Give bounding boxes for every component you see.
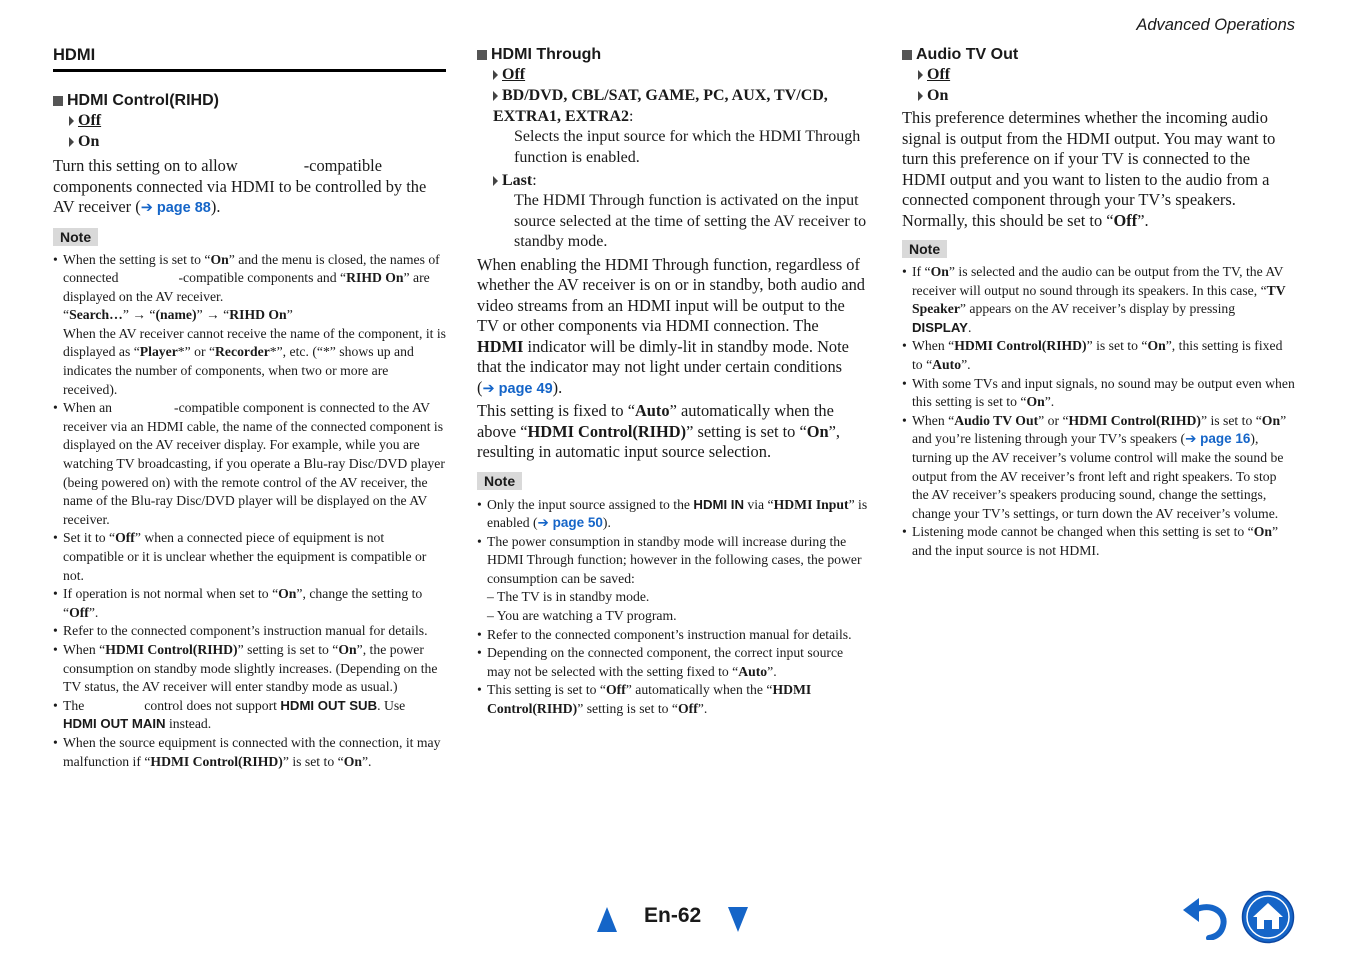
square-bullet-icon bbox=[477, 50, 487, 60]
note-item: • This setting is set to “Off” automatically when the “HDMI Control(RIHD)” setting is set to “Off”. bbox=[477, 681, 869, 718]
intro-paragraph bbox=[53, 156, 446, 219]
note-item: • Listening mode cannot be changed when this setting is set to “On” and the input source is not HDMI. bbox=[902, 523, 1295, 560]
page-number: En-62 bbox=[644, 904, 702, 927]
arrow-right-icon bbox=[493, 176, 498, 186]
option-on bbox=[918, 85, 1295, 106]
option-description: The HDMI Through function is activated on the input source selected at the time of setting the AV receiver to standby mode. bbox=[514, 192, 867, 250]
arrow-right-icon bbox=[69, 116, 74, 126]
note-badge: Note bbox=[902, 240, 947, 258]
option-label: Off bbox=[502, 66, 526, 83]
note-item: • Refer to the connected component’s instruction manual for details. bbox=[53, 622, 446, 641]
note-item: • The control does not support HDMI OUT SUB. Use HDMI OUT MAIN instead. bbox=[53, 697, 446, 734]
home-icon[interactable] bbox=[1241, 890, 1295, 944]
option-label: On bbox=[927, 87, 949, 104]
option-label: Off bbox=[78, 112, 102, 129]
return-arrow-icon[interactable] bbox=[1181, 896, 1229, 940]
section-title: HDMI bbox=[53, 46, 446, 72]
option-last: Last : bbox=[493, 170, 869, 191]
option-label: BD/DVD, CBL/SAT, GAME, PC, AUX, TV/CD, EXTRA1, EXTRA2: bbox=[493, 87, 828, 125]
note-item: • Set it to “Off” when a connected piece of equipment is not compatible or it is unclear whether the equipment is compatible or not. bbox=[53, 529, 446, 585]
arrow-right-icon bbox=[493, 91, 498, 101]
notes-list bbox=[53, 251, 446, 772]
option-label: Last bbox=[502, 172, 533, 189]
header-title: Advanced Operations bbox=[1136, 16, 1295, 34]
text: -compatible components connected via HDMI to be controlled by the AV receiver ( bbox=[53, 156, 427, 216]
note-item: • Depending on the connected component, the correct input source may not be selected with the setting fixed to “Auto”. bbox=[477, 644, 869, 681]
arrow-right-icon bbox=[69, 137, 74, 147]
column-audio-tv-out bbox=[902, 46, 1295, 561]
square-bullet-icon bbox=[53, 96, 63, 106]
note-item: • If operation is not normal when set to “On”, change the setting to “Off”. bbox=[53, 585, 446, 622]
note-item: • If “On” is selected and the audio can be output from the TV, the AV receiver will output no sound through its speakers. In this case, “TV Speaker” appears on the AV receiver’s display by pressing DISPLAY. bbox=[902, 263, 1295, 337]
note-item: • Only the input source assigned to the HDMI IN via “HDMI Input” is enabled (➔ page 50). bbox=[477, 496, 869, 533]
paragraph: This setting is fixed to “Auto” automatically when the above “HDMI Control(RIHD)” setting is set to “On”, resulting in automatic input source selection. bbox=[477, 401, 840, 461]
note-item: • When “HDMI Control(RIHD)” is set to “On”, this setting is fixed to “Auto”. bbox=[902, 337, 1295, 374]
note-item: • When an -compatible component is connected to the AV receiver via an HDMI cable, the name of the connected component is displayed on the AV receiver display. For example, while you are watching TV broadcasting, if you operate a Blu-ray Disc/DVD player (being powered on) with the remote control of the AV receiver, the name of the Blu-ray Disc/DVD player will be displayed on the AV receiver. bbox=[53, 399, 446, 529]
note-item: • Refer to the connected component’s instruction manual for details. bbox=[477, 626, 869, 645]
subsection-title-audio-tv-out bbox=[902, 46, 1295, 64]
option-label: On bbox=[78, 133, 100, 150]
paragraph: When enabling the HDMI Through function, regardless of whether the AV receiver is on or in standby, both audio and video streams from an HDMI input will be output to the TV or other components via HDMI connection. The HDMI indicator will be dimly-lit in standby mode. Note that the indicator may not light under certain conditions (➔ page 49). bbox=[477, 254, 865, 397]
column-hdmi-through bbox=[477, 46, 869, 719]
triangle-down-icon[interactable] bbox=[728, 907, 748, 932]
subsection-title-hdmi-control bbox=[53, 92, 446, 110]
triangle-up-icon[interactable] bbox=[597, 907, 617, 932]
arrow-right-icon bbox=[918, 91, 923, 101]
note-item: • With some TVs and input signals, no sound may be output even when this setting is set to “On”. bbox=[902, 375, 1295, 412]
option-label: Off bbox=[927, 66, 951, 83]
note-item: • When the source equipment is connected with the connection, it may malfunction if “HDMI Control(RIHD)” is set to “On”. bbox=[53, 734, 446, 771]
text: Turn this setting on to allow bbox=[53, 156, 238, 175]
option-off bbox=[69, 110, 446, 131]
note-item: • The power consumption in standby mode will increase during the HDMI Through function; however in the following cases, the power consumption can be saved: – The TV is in standby mode. – You are watching a TV program. bbox=[477, 533, 869, 626]
option-on bbox=[69, 131, 446, 152]
option-description: Selects the input source for which the HDMI Through function is enabled. bbox=[514, 128, 861, 166]
text: ). bbox=[210, 197, 221, 216]
note-badge: Note bbox=[477, 472, 522, 490]
page-link[interactable]: ➔ page 16 bbox=[1185, 431, 1251, 447]
notes-list bbox=[902, 263, 1295, 561]
subsection-title-text: Audio TV Out bbox=[916, 46, 1019, 63]
arrow-right-icon bbox=[918, 70, 923, 80]
option-sources bbox=[493, 85, 869, 127]
notes-list bbox=[477, 496, 869, 719]
page-link[interactable]: ➔ page 50 bbox=[537, 515, 603, 531]
page-link[interactable]: ➔ page 49 bbox=[482, 380, 553, 397]
column-hdmi bbox=[53, 46, 446, 771]
square-bullet-icon bbox=[902, 50, 912, 60]
arrow-right-icon bbox=[493, 70, 498, 80]
note-badge: Note bbox=[53, 228, 98, 246]
option-off bbox=[918, 64, 1295, 85]
subsection-title-text: HDMI Through bbox=[491, 46, 602, 63]
option-off bbox=[493, 64, 869, 85]
subsection-title-hdmi-through bbox=[477, 46, 869, 64]
paragraph: This preference determines whether the incoming audio signal is output from the HDMI output. You may want to turn this preference on if your TV is connected to the HDMI output and you want to listen to the audio from a connected component through your TV’s speakers. Normally, this should be set to “Off”. bbox=[902, 108, 1276, 230]
note-item: • When the setting is set to “On” and the menu is closed, the names of connected -compatible components and “RIHD On” are displayed on the AV receiver. “Search…” → “(name)” → “RIHD On” When the AV receiver cannot receive the name of the component, it is displayed as “Player*” or “Recorder*”, etc. (“*” shows up and indicates the number of components, when two or more are received). bbox=[53, 251, 446, 400]
note-item: • When “Audio TV Out” or “HDMI Control(RIHD)” is set to “On” and you’re listening through your TV’s speakers (➔ page 16), turning up the AV receiver’s volume control will make the sound be output from the AV receiver’s front left and right speakers. To stop the AV receiver’s speakers producing sound, change the settings, change your TV’s settings, or turn down the AV receiver’s volume. bbox=[902, 412, 1295, 524]
subsection-title-text: HDMI Control(RIHD) bbox=[67, 92, 219, 109]
note-item: • When “HDMI Control(RIHD)” setting is set to “On”, the power consumption on standby mode slightly increases. (Depending on the TV status, the AV receiver will enter standby mode as usual.) bbox=[53, 641, 446, 697]
page-link[interactable]: ➔ page 88 bbox=[140, 200, 211, 216]
